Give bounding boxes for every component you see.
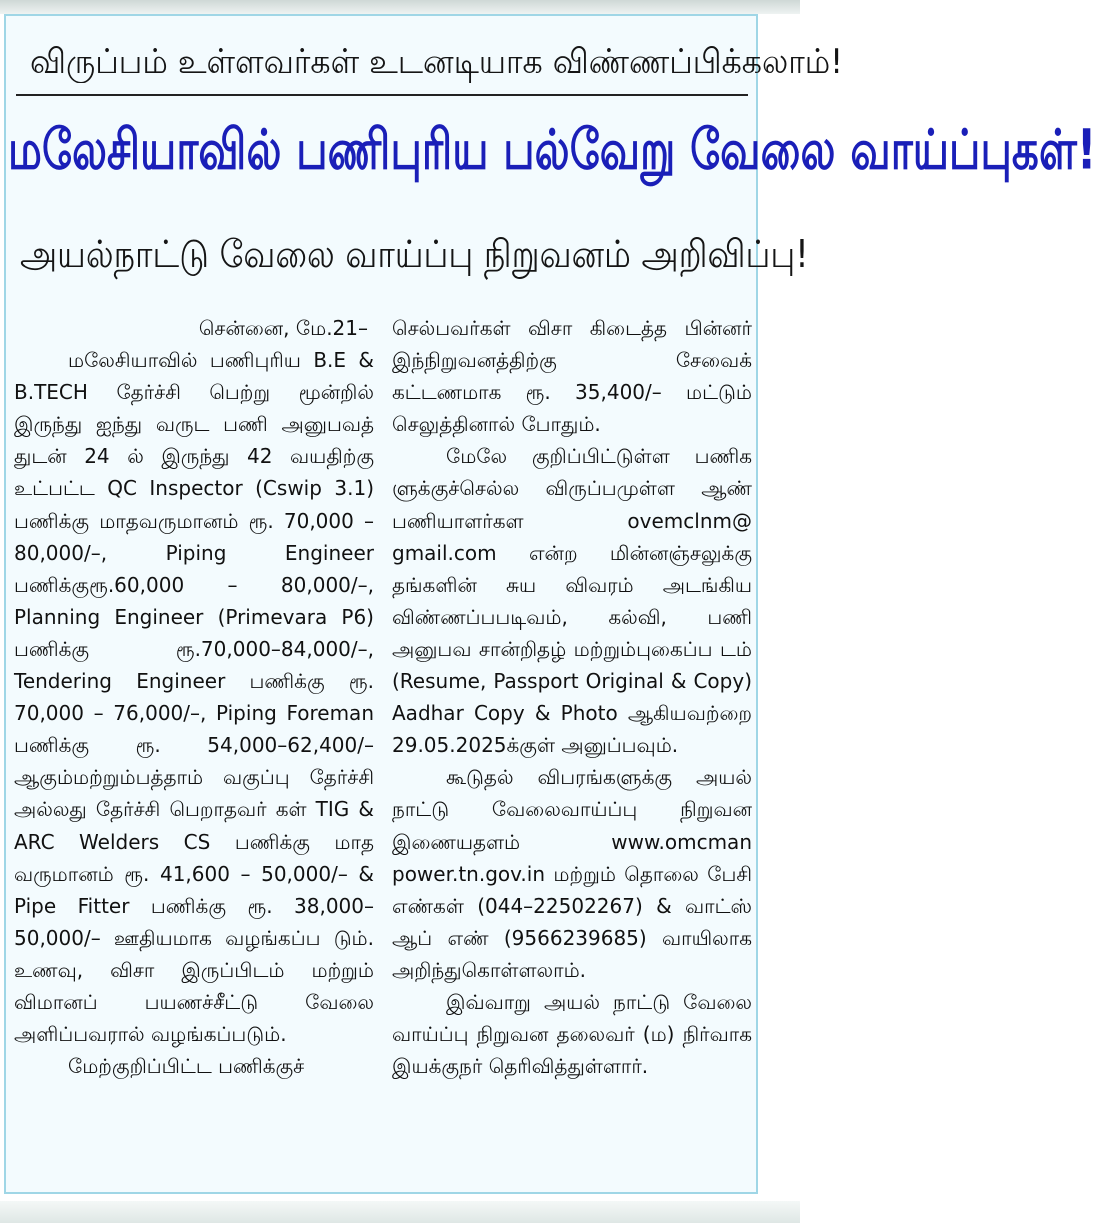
article-kicker: விருப்பம் உள்ளவர்கள் உடனடியாக விண்ணப்பிக்கலாம்! — [30, 42, 843, 82]
article-dateline: சென்னை, மே.21– — [198, 316, 368, 340]
article-headline: மலேசியாவில் பணிபுரிய பல்வேறு வேலை வாய்ப்புகள்! — [8, 117, 1096, 183]
body-paragraph: மேலே குறிப்பிட்டுள்ள பணிக ளுக்குச்செல்ல விருப்பமுள்ள ஆண் பணியாளர்கள ovemclnm@ gmail.com என்ற மின்னஞ்சலுக்கு தங்களின் சுய விவரம் அடங்கிய விண்ணப்பபடிவம், கல்வி, பணி அனுபவ சான்றிதழ் மற்றும்புகைப்ப டம் (Resume, Passport Original & Copy) Aadhar Copy & Photo ஆகியவற்றை 29.05.2025க்குள் அனுப்பவும். — [392, 444, 752, 758]
article-subheadline: அயல்நாட்டு வேலை வாய்ப்பு நிறுவனம் அறிவிப்பு! — [20, 232, 809, 276]
body-paragraph: செல்பவர்கள் விசா கிடைத்த பின்னர் இந்நிறுவனத்திற்கு சேவைக் கட்டணமாக ரூ. 35,400/– மட்டும் செலுத்தினால் போதும். — [392, 316, 752, 437]
body-paragraph: கூடுதல் விபரங்களுக்கு அயல் நாட்டு வேலைவாய்ப்பு நிறுவன இணையதளம் www.omcman power.tn.gov.in மற்றும் தொலை பேசி எண்கள் (044–22502267) & வாட்ஸ் ஆப் எண் (9566239685) வாயிலாக அறிந்துகொள்ளலாம். — [392, 765, 752, 982]
news-article — [4, 14, 1096, 1194]
body-paragraph: இவ்வாறு அயல் நாட்டு வேலை வாய்ப்பு நிறுவன தலைவர் (ம) நிர்வாக இயக்குநர் தெரிவித்துள்ளார். — [392, 989, 752, 1079]
body-paragraph: மலேசியாவில் பணிபுரிய B.E & B.TECH தேர்ச்சி பெற்று மூன்றில் இருந்து ஐந்து வருட பணி அனுபவத் துடன் 24 ல் இருந்து 42 வயதிற்கு உட்பட்ட QC Inspector (Cswip 3.1) பணிக்கு மாதவருமானம் ரூ. 70,000 – 80,000/–, Piping Engineer பணிக்குரூ.60,000 – 80,000/–, Planning Engineer (Primevara P6) பணிக்கு ரூ.70,000–84,000/–, Tendering Engineer பணிக்கு ரூ. 70,000 – 76,000/–, Piping Foreman பணிக்கு ரூ. 54,000–62,400/– ஆகும்மற்றும்பத்தாம் வகுப்பு தேர்ச்சி அல்லது தேர்ச்சி பெறாதவர் கள் TIG & ARC Welders CS பணிக்கு மாத வருமானம் ரூ. 41,600 – 50,000/– & Pipe Fitter பணிக்கு ரூ. 38,000– 50,000/– ஊதியமாக வழங்கப்ப டும். உணவு, விசா இருப்பிடம் மற்றும் விமானப் பயணச்சீட்டு வேலை அளிப்பவரால் வழங்கப்படும். — [14, 348, 374, 1047]
body-paragraph: மேற்குறிப்பிட்ட பணிக்குச் — [68, 1054, 305, 1079]
top-page-strip — [0, 0, 800, 14]
article-left-column — [14, 312, 374, 1082]
bottom-page-strip — [0, 1201, 800, 1223]
article-right-column — [392, 312, 752, 1082]
